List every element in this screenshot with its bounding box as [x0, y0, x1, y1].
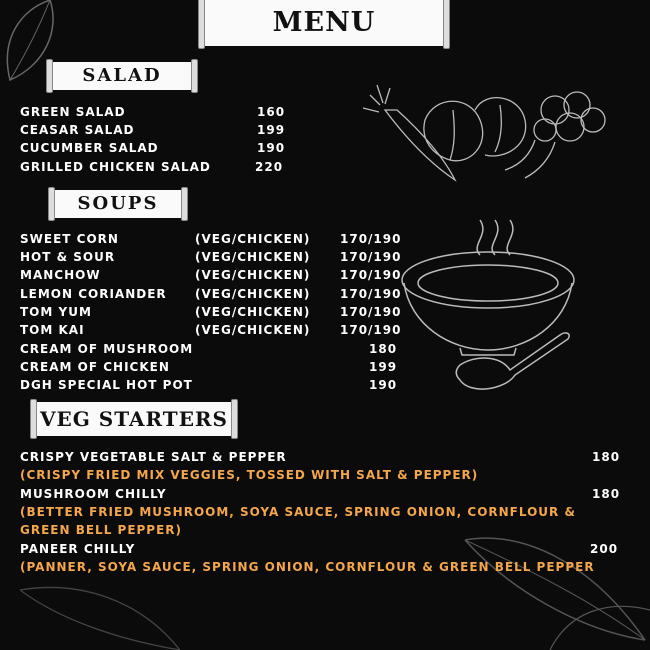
item-price: 160	[257, 105, 286, 119]
item-description: (BETTER FRIED MUSHROOM, SOYA SAUCE, SPRING ONION, CORNFLOUR &	[20, 505, 576, 519]
item-price: 170/190	[340, 323, 402, 337]
item-variant: (VEG/CHICKEN)	[195, 287, 311, 301]
item-price: 170/190	[340, 232, 402, 246]
item-price: 190	[369, 378, 398, 392]
soup-bowl-illustration	[400, 215, 585, 400]
item-name: HOT & SOUR	[20, 250, 116, 264]
item-name: GRILLED CHICKEN SALAD	[20, 160, 211, 174]
item-price: 199	[257, 123, 286, 137]
item-name: CREAM OF MUSHROOM	[20, 342, 194, 356]
item-name: CEASAR SALAD	[20, 123, 135, 137]
item-name: TOM KAI	[20, 323, 85, 337]
item-description: (CRISPY FRIED MIX VEGGIES, TOSSED WITH SALT & PEPPER)	[20, 468, 479, 482]
page-title: MENU	[204, 0, 444, 46]
vegetables-illustration	[355, 80, 615, 195]
item-price: 170/190	[340, 268, 402, 282]
section-heading-salad: SALAD	[52, 62, 192, 90]
item-price: 199	[369, 360, 398, 374]
item-name: CUCUMBER SALAD	[20, 141, 159, 155]
item-variant: (VEG/CHICKEN)	[195, 305, 311, 319]
section-heading-veg-starters: VEG STARTERS	[36, 402, 232, 436]
item-name: GREEN SALAD	[20, 105, 126, 119]
item-name: DGH SPECIAL HOT POT	[20, 378, 193, 392]
item-price: 190	[257, 141, 286, 155]
item-name: MUSHROOM CHILLY	[20, 487, 167, 501]
item-name: SWEET CORN	[20, 232, 119, 246]
item-variant: (VEG/CHICKEN)	[195, 268, 311, 282]
item-name: CRISPY VEGETABLE SALT & PEPPER	[20, 450, 287, 464]
item-variant: (VEG/CHICKEN)	[195, 323, 311, 337]
item-description: (PANNER, SOYA SAUCE, SPRING ONION, CORNFLOUR & GREEN BELL PEPPER	[20, 560, 595, 574]
item-price: 180	[592, 450, 621, 464]
item-variant: (VEG/CHICKEN)	[195, 250, 311, 264]
item-description: GREEN BELL PEPPER)	[20, 523, 183, 537]
item-price: 180	[592, 487, 621, 501]
item-name: CREAM OF CHICKEN	[20, 360, 170, 374]
item-price: 170/190	[340, 305, 402, 319]
item-price: 220	[255, 160, 284, 174]
item-name: TOM YUM	[20, 305, 92, 319]
item-price: 200	[590, 542, 619, 556]
item-variant: (VEG/CHICKEN)	[195, 232, 311, 246]
item-name: MANCHOW	[20, 268, 101, 282]
item-price: 170/190	[340, 250, 402, 264]
item-price: 180	[369, 342, 398, 356]
leaves-icon	[460, 530, 650, 650]
item-price: 170/190	[340, 287, 402, 301]
section-heading-soups: SOUPS	[54, 190, 182, 218]
leaf-outline-icon	[20, 580, 180, 650]
item-name: PANEER CHILLY	[20, 542, 136, 556]
item-name: LEMON CORIANDER	[20, 287, 167, 301]
